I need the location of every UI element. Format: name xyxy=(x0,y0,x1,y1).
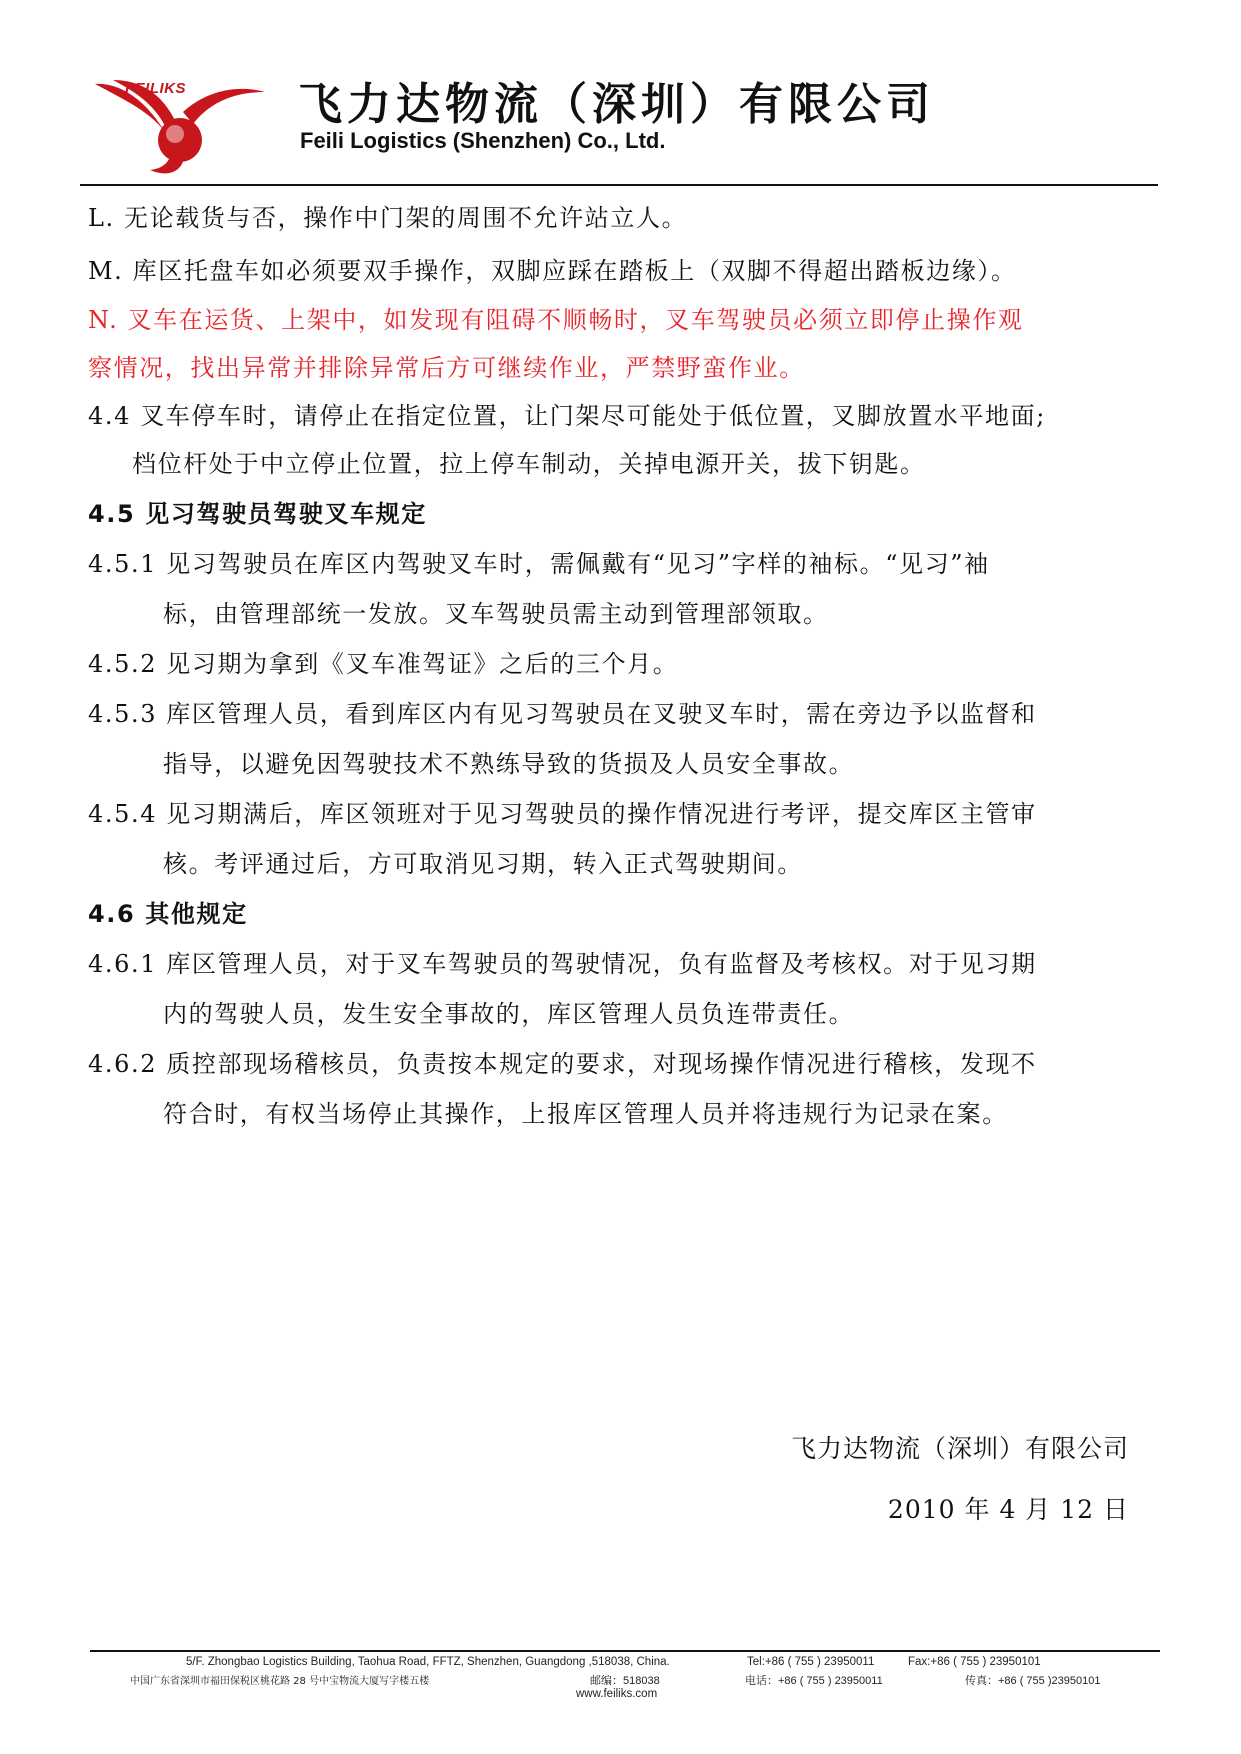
footer-fax-cn: 传真：+86 ( 755 )23950101 xyxy=(965,1675,1101,1687)
section-4-5-heading: 4.5 见习驾驶员驾驶叉车规定 xyxy=(88,500,427,528)
footer-address-cn: 中国广东省深圳市福田保税区桃花路 28 号中宝物流大厦写字楼五楼 xyxy=(130,1676,430,1687)
header-divider xyxy=(80,184,1158,186)
clause-n: N. 叉车在运货、上架中，如发现有阻碍不顺畅时，叉车驾驶员必须立即停止操作观 xyxy=(88,306,1024,334)
footer-tel-en: Tel:+86 ( 755 ) 23950011 xyxy=(747,1656,875,1668)
section-4-5-1: 4.5.1 见习驾驶员在库区内驾驶叉车时，需佩戴有“见习”字样的袖标。“见习”袖 xyxy=(88,550,990,578)
signature-date: 2010 年 4 月 12 日 xyxy=(887,1495,1129,1524)
section-4-6-2: 4.6.2 质控部现场稽核员，负责按本规定的要求，对现场操作情况进行稽核，发现不 xyxy=(88,1050,1037,1078)
section-4-5-4: 4.5.4 见习期满后，库区领班对于见习驾驶员的操作情况进行考评，提交库区主管审 xyxy=(88,800,1037,828)
section-4-6-1-cont: 内的驾驶人员，发生安全事故的，库区管理人员负连带责任。 xyxy=(163,1000,855,1028)
footer-tel-cn: 电话：+86 ( 755 ) 23950011 xyxy=(745,1675,883,1687)
clause-m: M. 库区托盘车如必须要双手操作，双脚应踩在踏板上（双脚不得超出踏板边缘）。 xyxy=(88,257,1017,285)
section-4-4-cont: 档位杆处于中立停止位置，拉上停车制动，关掉电源开关，拔下钥匙。 xyxy=(132,450,926,478)
section-4-5-3-cont: 指导，以避免因驾驶技术不熟练导致的货损及人员安全事故。 xyxy=(163,750,855,778)
clause-n-cont: 察情况，找出异常并排除异常后方可继续作业，严禁野蛮作业。 xyxy=(88,354,805,382)
section-4-6-2-cont: 符合时，有权当场停止其操作，上报库区管理人员并将违规行为记录在案。 xyxy=(163,1100,1008,1128)
footer-fax-en: Fax:+86 ( 755 ) 23950101 xyxy=(908,1656,1041,1668)
company-name-cn: 飞力达物流（深圳）有限公司 xyxy=(298,79,935,130)
footer-postcode-cn: 邮编：518038 xyxy=(590,1675,660,1687)
footer-divider xyxy=(90,1650,1160,1652)
section-4-5-3: 4.5.3 库区管理人员，看到库区内有见习驾驶员在叉驶叉车时，需在旁边予以监督和 xyxy=(88,700,1037,728)
section-4-6-1: 4.6.1 库区管理人员，对于叉车驾驶员的驾驶情况，负有监督及考核权。对于见习期 xyxy=(88,950,1037,978)
section-4-4: 4.4 叉车停车时，请停止在指定位置，让门架尽可能处于低位置，叉脚放置水平地面; xyxy=(88,402,1046,430)
section-4-5-2: 4.5.2 见习期为拿到《叉车准驾证》之后的三个月。 xyxy=(88,650,679,678)
section-4-5-4-cont: 核。考评通过后，方可取消见习期，转入正式驾驶期间。 xyxy=(163,850,803,878)
section-4-5-1-cont: 标，由管理部统一发放。叉车驾驶员需主动到管理部领取。 xyxy=(163,600,829,628)
section-4-6-heading: 4.6 其他规定 xyxy=(88,900,248,928)
company-name-en: Feili Logistics (Shenzhen) Co., Ltd. xyxy=(300,128,666,153)
signature-company: 飞力达物流（深圳）有限公司 xyxy=(790,1434,1129,1463)
page-header xyxy=(0,0,1241,190)
footer-website-link[interactable]: www.feiliks.com xyxy=(576,1688,658,1700)
footer-address-en: 5/F. Zhongbao Logistics Building, Taohua Road, FFTZ, Shenzhen, Guangdong ,518038, China. xyxy=(186,1656,670,1668)
clause-l: L. 无论载货与否，操作中门架的周围不允许站立人。 xyxy=(88,204,688,232)
logo-wordmark: FEILIKS xyxy=(125,80,187,97)
